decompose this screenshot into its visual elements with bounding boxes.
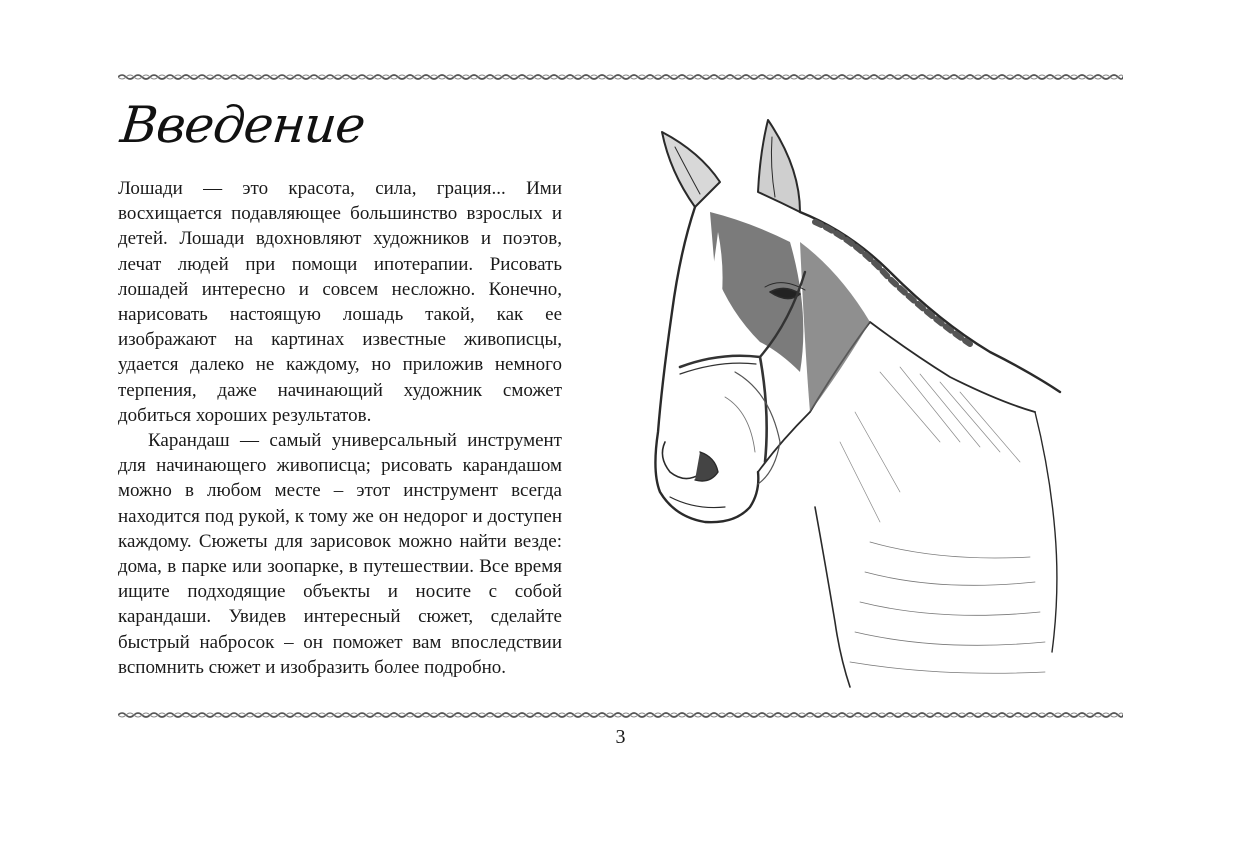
body-text bbox=[118, 176, 562, 680]
top-ornamental-rule bbox=[118, 72, 1123, 82]
page-number: 3 bbox=[615, 726, 626, 748]
paragraph-2: Карандаш — самый универсальный инструмент для начинающего живописца; рисовать карандашом можно в любом месте – этот инструмент всегда находится под рукой, к тому же он недорог и доступен каждому. Сюжеты для зарисовок можно найти везде: дома, в парке или зоопарке, в путешествии. Все время ищите подходящие объекты и носите с собой карандаши. Увидев интересный сюжет, сделайте быстрый набросок – он поможет вам впоследствии вспомнить сюжет и изобразить более подробно. bbox=[118, 430, 562, 678]
chapter-title: Введение bbox=[117, 96, 368, 154]
paragraph-1: Лошади — это красота, сила, грация... Ими восхищается подавляющее большинство взрослых и детей. Лошади вдохновляют художников и поэтов, лечат людей при помощи ипотерапии. Рисовать лошадей интересно и совсем несложно. Конечно, нарисовать настоящую лошадь такой, как ее изображают на картинах известные живописцы, удается далеко не каждому, но приложив немного терпения, даже начинающий художник сможет добиться хороших результатов. bbox=[118, 178, 562, 426]
bottom-ornamental-rule bbox=[118, 710, 1123, 720]
horse-head-sketch-icon bbox=[640, 112, 1080, 692]
